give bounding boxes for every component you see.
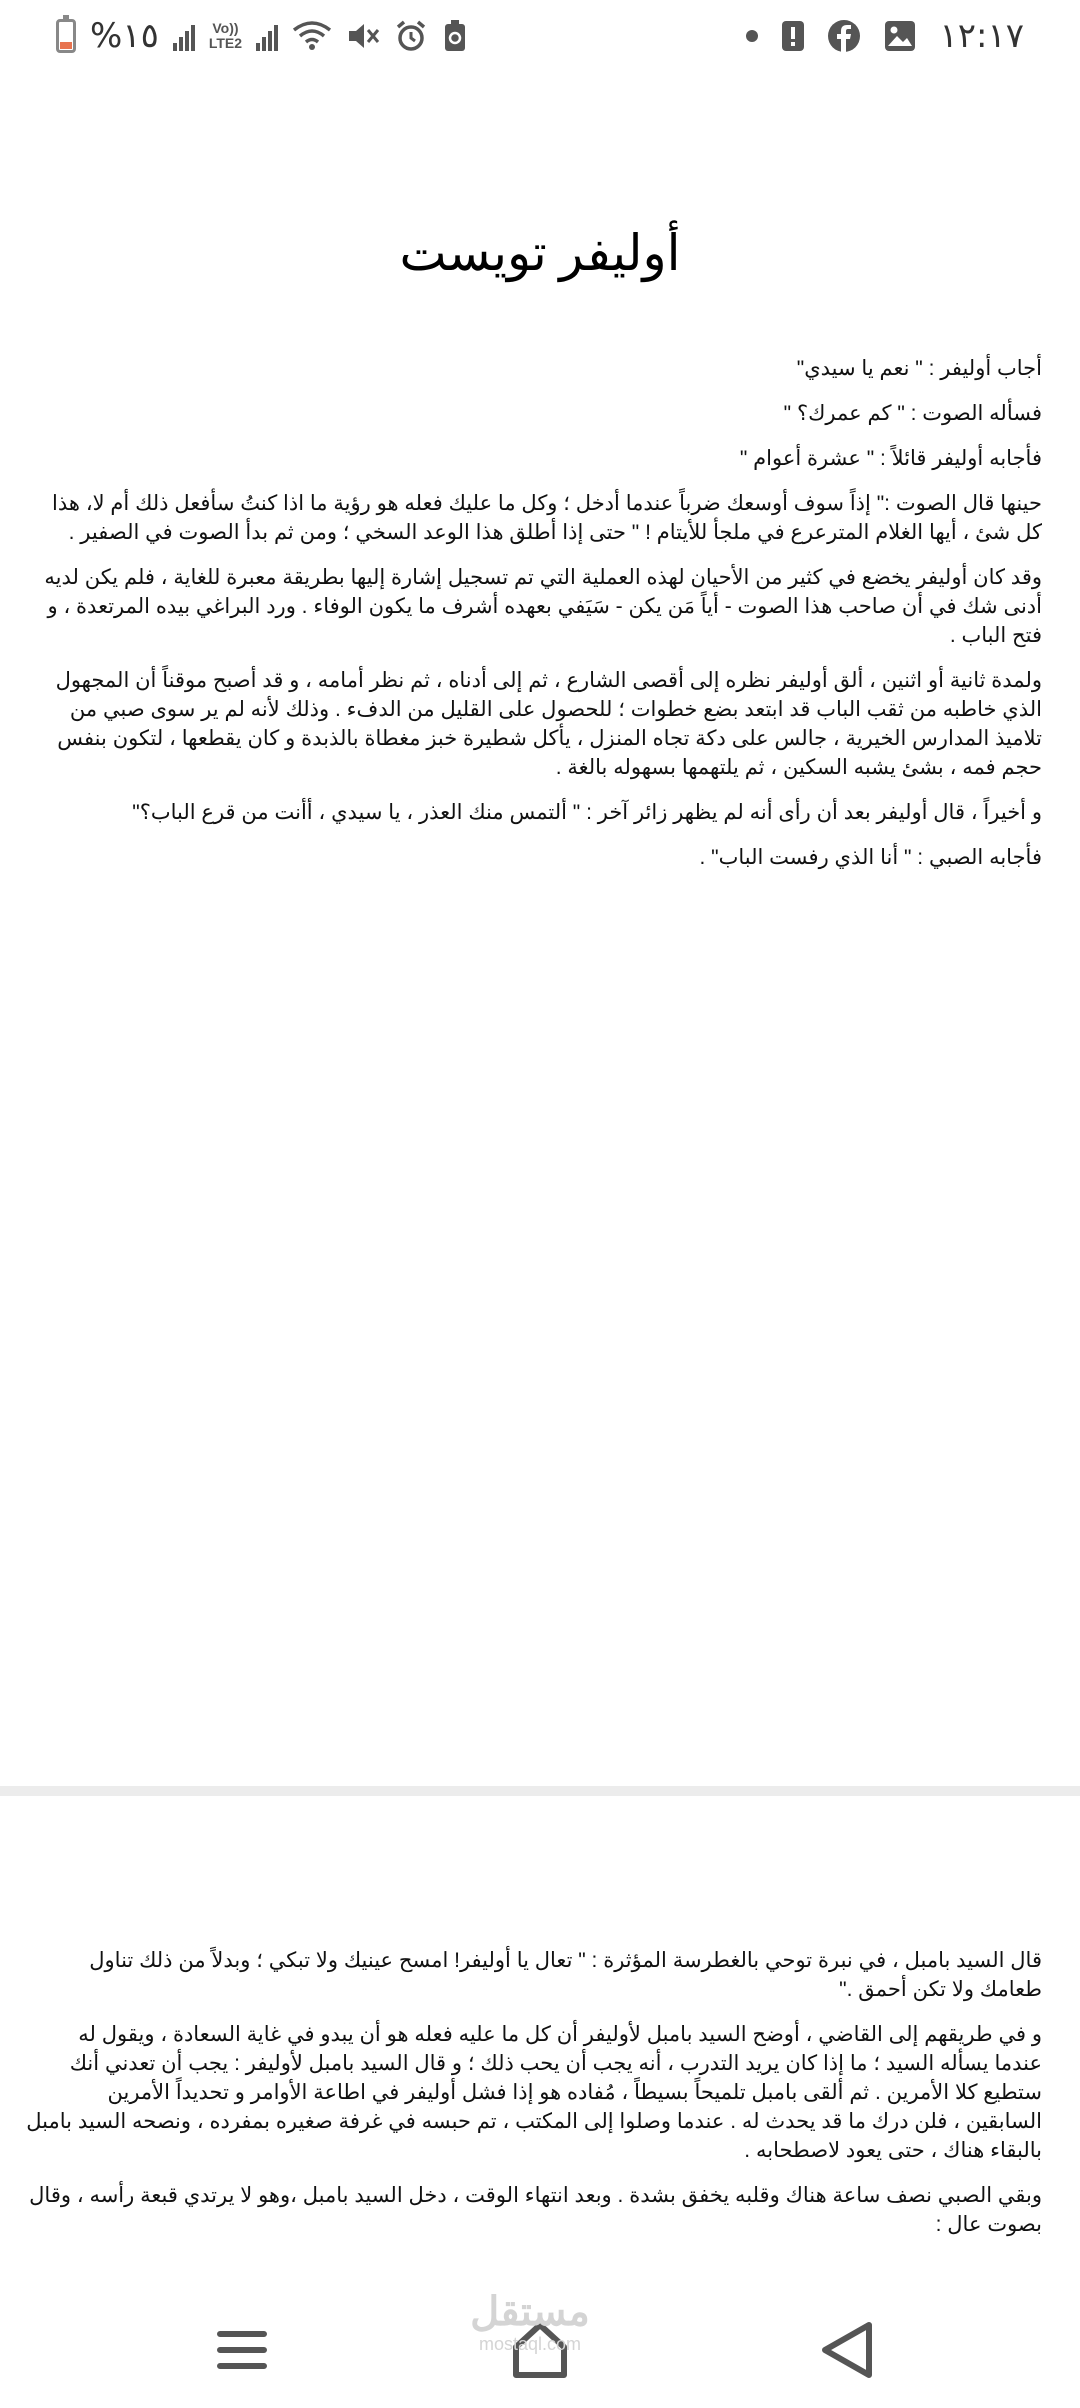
dot-icon <box>745 29 759 43</box>
page-1-body <box>26 354 1042 888</box>
paragraph: قال السيد بامبل ، في نبرة توحي بالغطرسة المؤثرة : " تعال يا أوليفر! امسح عينيك ولا تبكي ؛ وبدلاً من ذلك تناول طعامك ولا تكن أحمق ." <box>89 1949 1042 2001</box>
home-button[interactable] <box>495 2310 585 2390</box>
paragraph: فأجابه أوليفر قائلاً : " عشرة أعوام " <box>739 447 1042 470</box>
alarm-icon <box>394 19 428 53</box>
facebook-icon <box>827 19 861 53</box>
paragraph: وبقي الصبي نصف ساعة هناك وقلبه يخفق بشدة . وبعد انتهاء الوقت ، دخل السيد بامبل ،وهو لا يرتدي قبعة رأسه ، وقال بصوت عال : <box>29 2184 1042 2236</box>
paragraph: وقد كان أوليفر يخضع في كثير من الأحيان لهذه العملية التي تم تسجيل إشارة إليها بطريقة معبرة للغاية ، فلم يكن لديه أدنى شك في أن صاحب هذا الصوت - أياً مَن يكن - سَيَفي بعهده أشرف ما يكون الوفاء . ورد البراغي بيده المرتعدة ، و فتح الباب . <box>44 566 1042 647</box>
paragraph: ولمدة ثانية أو اثنين ، ألق أوليفر نظره إلى أقصى الشارع ، ثم إلى أدناه ، ثم نظر أمامه ، و قد أصبح موقناً أن المجهول الذي خاطبه من ثقب الباب قد ابتعد بضع خطوات ؛ للحصول على القليل من الدفء . وذلك لأنه لم ير سوى صبي من تلاميذ المدارس الخيرية ، جالس على دكة تجاه المنزل ، يأكل شطيرة خبز مغطاة بالذبدة و كان يقطعها ، لتكون بنفس حجم فمه ، بشئ يشبه السكين ، ثم يلتهمها بسهوله بالغة . <box>55 669 1042 779</box>
paragraph: أجاب أوليفر : " نعم يا سيدي" <box>796 357 1042 380</box>
signal-icon <box>256 21 278 51</box>
battery-icon <box>56 19 76 53</box>
status-left <box>56 16 468 56</box>
status-right <box>745 16 1024 56</box>
paragraph: و أخيراً ، قال أوليفر بعد أن رأى أنه لم يظهر زائر آخر : " ألتمس منك العذر ، يا سيدي ، أأنت من قرع الباب؟" <box>132 801 1042 824</box>
paragraph: حينها قال الصوت :" إذاً سوف أوسعك ضرباً عندما أدخل ؛ وكل ما عليك فعله هو رؤية ما اذا كنتُ سأفعل ذلك أم لا، هذا كل شئ ، أيها الغلام المترعرع في ملجأ للأيتام ! " حتى إذا أطلق هذا الوعد السخي ؛ ومن ثم بدأ الصوت في الصفير . <box>52 492 1042 544</box>
paragraph: فسأله الصوت : " كم عمرك؟ " <box>783 402 1042 425</box>
page-divider <box>0 1786 1080 1796</box>
battery-saver-icon <box>442 19 468 53</box>
volte-icon <box>209 21 242 51</box>
home-icon <box>510 2320 570 2380</box>
document-page-1[interactable] <box>0 74 1080 1786</box>
clock: ١٢:١٧ <box>939 16 1024 56</box>
page-title: أوليفر تويست <box>399 225 681 281</box>
document-page-2[interactable] <box>0 1796 1080 2288</box>
signal-icon <box>173 21 195 51</box>
gallery-icon <box>883 19 917 53</box>
back-button[interactable] <box>802 2310 892 2390</box>
back-icon <box>819 2320 875 2380</box>
paragraph: و في طريقهم إلى القاضي ، أوضح السيد بامبل لأوليفر أن كل ما عليه فعله هو أن يبدو في غاية السعادة ، ويقول له عندما يسأله السيد ؛ ما إذا كان يريد التدرب ، أنه يجب أن يحب ذلك ؛ و قال السيد بامبل لأوليفر : يجب أن تعدني أنك ستطيع كلا الأمرين . ثم ألقى بامبل تلميحاً بسيطاً ، مُفاده هو إذا فشل أوليفر في اطاعة الأوامر و تحديداً الأمرين السابقين ، فلن درك ما قد يحدث له . عندما وصلوا إلى المكتب ، تم حبسه في غرفة صغيره بمفرده ، ونصحه السيد بامبل بالبقاء هناك ، حتى يعود لاصطحابه . <box>26 2023 1042 2162</box>
navigation-bar <box>0 2288 1080 2408</box>
paragraph: فأجابه الصبي : " أنا الذي رفست الباب" . <box>699 846 1042 869</box>
page-2-body <box>26 1946 1042 2255</box>
recents-icon <box>217 2328 267 2372</box>
alert-icon <box>781 19 805 53</box>
volte-line2: LTE2 <box>208 35 243 51</box>
status-bar <box>0 0 1080 74</box>
wifi-icon <box>292 20 332 52</box>
watermark-text: مستقل <box>470 2290 590 2334</box>
volte-line1: Vo)) <box>212 20 239 36</box>
mute-icon <box>346 20 380 52</box>
recents-button[interactable] <box>197 2310 287 2390</box>
watermark-url: mostaql.com <box>478 2334 582 2354</box>
battery-percent: %١٥ <box>90 16 159 56</box>
